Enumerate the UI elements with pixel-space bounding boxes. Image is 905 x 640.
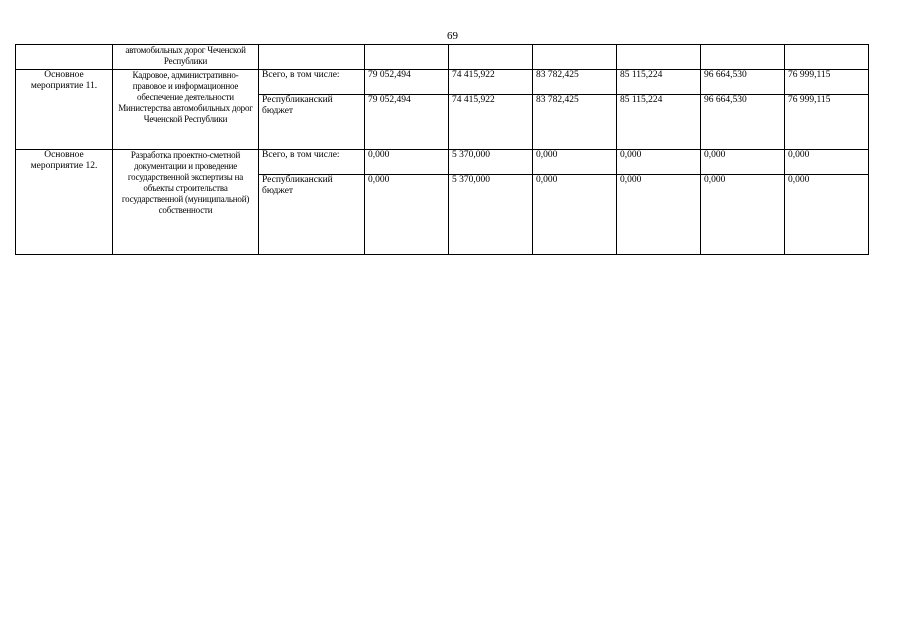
event-cell-empty xyxy=(16,45,113,70)
event-description-11: Кадровое, административно-правовое и информационное обеспечение деятельности Министерства автомобильных дорог Чеченской Республики xyxy=(113,70,259,150)
value-cell: 0,000 xyxy=(533,175,617,255)
source-label: Всего, в том числе: xyxy=(259,150,365,175)
source-cell-empty xyxy=(259,45,365,70)
event-title-12: Основное мероприятие 12. xyxy=(16,150,113,255)
value-cell: 0,000 xyxy=(701,175,785,255)
value-cell: 74 415,922 xyxy=(449,95,533,150)
value-cell: 0,000 xyxy=(365,150,449,175)
value-cell: 96 664,530 xyxy=(701,95,785,150)
value-cell: 0,000 xyxy=(533,150,617,175)
value-cell: 76 999,115 xyxy=(785,70,869,95)
value-cell: 83 782,425 xyxy=(533,70,617,95)
budget-table xyxy=(15,44,869,255)
source-label: Всего, в том числе: xyxy=(259,70,365,95)
value-cell: 5 370,000 xyxy=(449,175,533,255)
value-cell-empty xyxy=(449,45,533,70)
value-cell: 76 999,115 xyxy=(785,95,869,150)
value-cell-empty xyxy=(785,45,869,70)
source-label: Республиканский бюджет xyxy=(259,175,365,255)
description-cell: автомобильных дорог Чеченской Республики xyxy=(113,45,259,70)
value-cell: 0,000 xyxy=(785,175,869,255)
value-cell: 96 664,530 xyxy=(701,70,785,95)
value-cell: 79 052,494 xyxy=(365,70,449,95)
value-cell: 74 415,922 xyxy=(449,70,533,95)
value-cell: 0,000 xyxy=(701,150,785,175)
source-label: Республиканский бюджет xyxy=(259,95,365,150)
value-cell: 0,000 xyxy=(617,175,701,255)
value-cell-empty xyxy=(701,45,785,70)
page-number: 69 xyxy=(447,30,458,42)
value-cell: 5 370,000 xyxy=(449,150,533,175)
value-cell: 0,000 xyxy=(365,175,449,255)
value-cell-empty xyxy=(365,45,449,70)
value-cell: 0,000 xyxy=(785,150,869,175)
event-description-12: Разработка проектно-сметной документации и проведение государственной экспертизы на объекты строительства государственной (муниципальной) собственности xyxy=(113,150,259,255)
value-cell: 85 115,224 xyxy=(617,95,701,150)
table-row-event11-total xyxy=(16,70,869,95)
value-cell: 83 782,425 xyxy=(533,95,617,150)
value-cell-empty xyxy=(533,45,617,70)
value-cell-empty xyxy=(617,45,701,70)
table-row-event12-total xyxy=(16,150,869,175)
value-cell: 85 115,224 xyxy=(617,70,701,95)
event-title-11: Основное мероприятие 11. xyxy=(16,70,113,150)
table-row-continuation xyxy=(16,45,869,70)
value-cell: 79 052,494 xyxy=(365,95,449,150)
value-cell: 0,000 xyxy=(617,150,701,175)
